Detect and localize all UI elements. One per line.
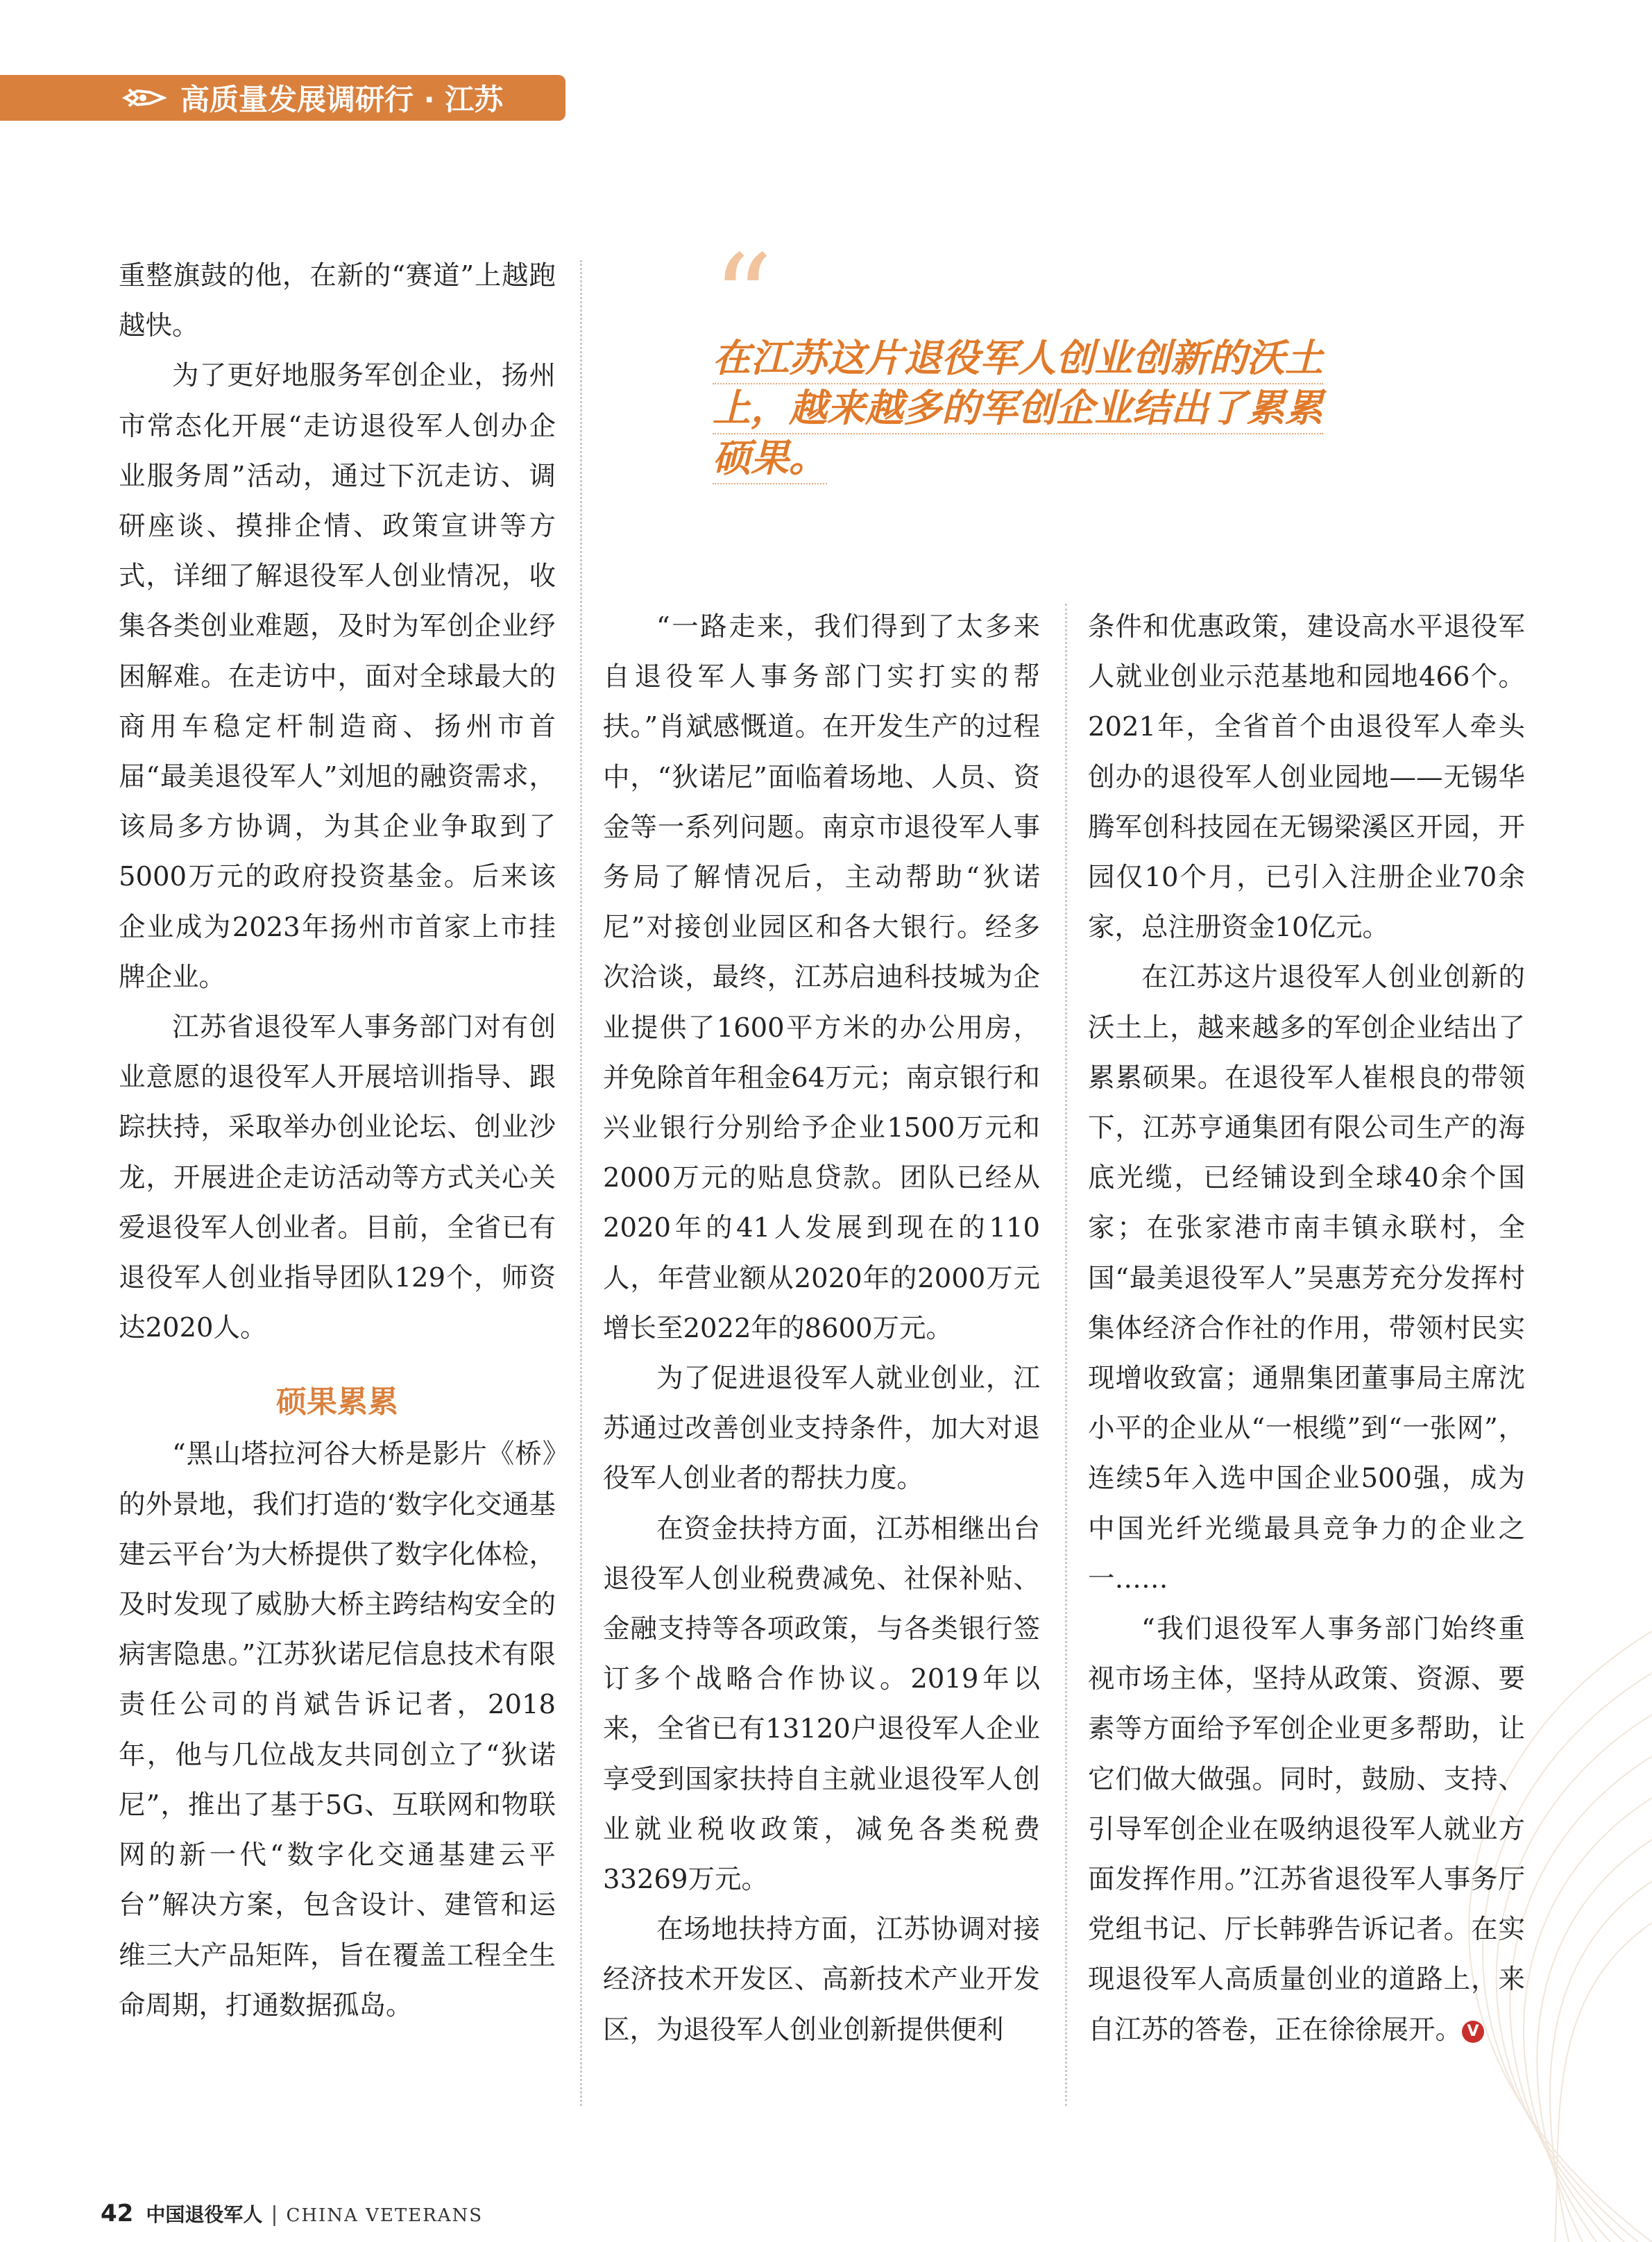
pull-quote-line: 上，越来越多的军创企业结出了累累	[713, 386, 1323, 434]
end-of-article-icon: V	[1462, 2021, 1484, 2043]
paragraph: 为了更好地服务军创企业，扬州市常态化开展“走访退役军人创办企业服务周”活动，通过下沉走访、调研座谈、摸排企情、政策宣讲等方式，详细了解退役军人创业情况，收集各类创业难题，及时为军创企业纾困解难。在走访中，面对全球最大的商用车稳定杆制造商、扬州市首届“最美退役军人”刘旭的融资需求，该局多方协调，为其企业争取到了5000万元的政府投资基金。后来该企业成为2023年扬州市首家上市挂牌企业。	[119, 360, 556, 993]
paragraph	[1088, 1604, 1525, 2055]
pull-quote-text	[713, 333, 1420, 483]
article-column-1	[119, 251, 556, 2031]
magazine-name-en: CHINA VETERANS	[286, 2205, 484, 2226]
column-divider	[580, 260, 582, 2106]
pull-quote	[713, 230, 1420, 483]
page-footer	[101, 2200, 483, 2227]
quote-mark-icon: “	[713, 230, 773, 367]
paragraph: 条件和优惠政策，建设高水平退役军人就业创业示范基地和园地466个。2021年，全省首个由退役军人牵头创办的退役军人创业园地——无锡华腾军创科技园在无锡梁溪区开园，开园仅10个月，已引入注册企业70余家，总注册资金10亿元。	[1088, 611, 1525, 944]
paragraph: 为了促进退役军人就业创业，江苏通过改善创业支持条件，加大对退役军人创业者的帮扶力度。	[603, 1363, 1040, 1495]
fighter-jet-logo-icon	[122, 84, 167, 112]
column-divider	[1065, 604, 1067, 2106]
paragraph: 在场地扶持方面，江苏协调对接经济技术开发区、高新技术产业开发区，为退役军人创业创新提供便利	[603, 1914, 1040, 2046]
pull-quote-line: 硕果。	[713, 436, 827, 484]
paragraph: 在江苏这片退役军人创业创新的沃土上，越来越多的军创企业结出了累累硕果。在退役军人崔根良的带领下，江苏亨通集团有限公司生产的海底光缆，已经铺设到全球40余个国家；在张家港市南丰镇永联村，全国“最美退役军人”吴惠芳充分发挥村集体经济合作社的作用，带领村民实现增收致富；通鼎集团董事局主席沈小平的企业从“一根缆”到“一张网”，连续5年入选中国企业500强，成为中国光纤光缆最具竞争力的企业之一……	[1088, 962, 1525, 1595]
article-column-2	[603, 602, 1040, 2055]
section-subheading: 硕果累累	[276, 1384, 398, 1420]
paragraph: 在资金扶持方面，江苏相继出台退役军人创业税费减免、社保补贴、金融支持等各项政策，与各类银行签订多个战略合作协议。2019年以来，全省已有13120户退役军人企业享受到国家扶持自主就业退役军人创业就业税收政策，减免各类税费33269万元。	[603, 1513, 1040, 1896]
section-title: 高质量发展调研行 · 江苏	[180, 83, 504, 117]
paragraph-text: “我们退役军人事务部门始终重视市场主体，坚持从政策、资源、要素等方面给予军创企业更多帮助，让它们做大做强。同时，鼓励、支持、引导军创企业在吸纳退役军人就业方面发挥作用。”江苏省退役军人事务厅党组书记、厅长韩骅告诉记者。在实现退役军人高质量创业的道路上，来自江苏的答卷，正在徐徐展开。	[1088, 1613, 1525, 2046]
article-column-3	[1088, 602, 1525, 2055]
paragraph: “黑山塔拉河谷大桥是影片《桥》的外景地，我们打造的‘数字化交通基建云平台’为大桥提供了数字化体检，及时发现了威胁大桥主跨结构安全的病害隐患。”江苏狄诺尼信息技术有限责任公司的肖斌告诉记者，2018年，他与几位战友共同创立了“狄诺尼”，推出了基于5G、互联网和物联网的新一代“数字化交通基建云平台”解决方案，包含设计、建管和运维三大产品矩阵，旨在覆盖工程全生命周期，打通数据孤岛。	[119, 1438, 556, 2021]
paragraph: “一路走来，我们得到了太多来自退役军人事务部门实打实的帮扶。”肖斌感慨道。在开发生产的过程中，“狄诺尼”面临着场地、人员、资金等一系列问题。南京市退役军人事务局了解情况后，主动帮助“狄诺尼”对接创业园区和各大银行。经多次洽谈，最终，江苏启迪科技城为企业提供了1600平方米的办公用房，并免除首年租金64万元；南京银行和兴业银行分别给予企业1500万元和2000万元的贴息贷款。团队已经从2020年的41人发展到现在的110人，年营业额从2020年的2000万元增长至2022年的8600万元。	[603, 611, 1040, 1344]
paragraph: 江苏省退役军人事务部门对有创业意愿的退役军人开展培训指导、跟踪扶持，采取举办创业论坛、创业沙龙，开展进企走访活动等方式关心关爱退役军人创业者。目前，全省已有退役军人创业指导团队129个，师资达2020人。	[119, 1012, 556, 1344]
paragraph: 重整旗鼓的他，在新的“赛道”上越跑越快。	[119, 260, 556, 342]
page-number: 42	[101, 2200, 134, 2227]
footer-separator: |	[271, 2202, 278, 2227]
pull-quote-line: 在江苏这片退役军人创业创新的沃土	[713, 336, 1323, 384]
section-header-bar	[0, 75, 565, 121]
magazine-name-cn: 中国退役军人	[146, 2203, 263, 2226]
